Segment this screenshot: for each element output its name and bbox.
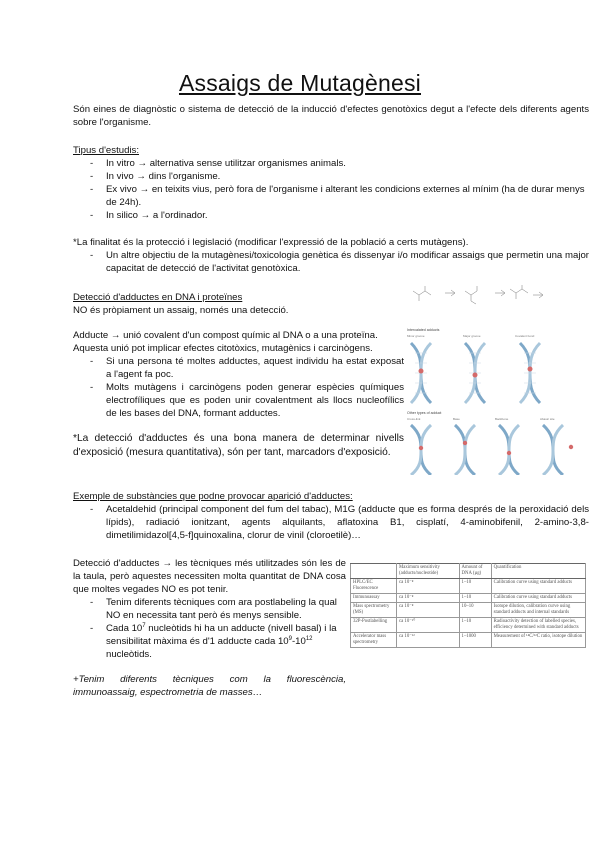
list-item: - In vivo → dins l'organisme. [73,170,589,183]
table-header-cell [351,564,397,579]
figure-label-mid: Other types of adduct [407,411,442,415]
figure-sub-3: Covalent bond [515,334,535,338]
adduct-marker [473,373,478,378]
table-header-row [351,564,586,579]
page-title: Assaigs de Mutagènesi [178,70,421,96]
table-cell: HPLC/EC Fluorescence [351,579,397,594]
table-cell: 1–1000 [459,633,491,648]
tipus-section [73,144,589,222]
table-cell: Measurement of ¹⁴C/¹²C ratio, isotope dilution [491,633,585,648]
figure-sub-2: Major groove [463,334,481,338]
figure-sub-1: Minor groove [407,334,425,338]
list-item: - Cada $10^7$ nucleòtids hi ha un adducte (nivell basal) i la sensibilitat màxima és d'1 adducte cada $10^9-10^{12}$ nucleòtids. [73,622,346,661]
table-row [351,603,586,618]
table-row [351,594,586,603]
adduct-marker [507,451,511,455]
table-header-cell: Quantification [491,564,585,579]
list-item: - Ex vivo → en teixits vius, però fora de l'organisme i alterant les condicions externes al mínim (ha de durar menys de 24h). [73,183,589,209]
figure-sub-6: Backbone [495,417,509,421]
tecniques-section [73,557,346,699]
finalitat-text: *La finalitat és la protecció i legislació (modificar l'expressió de la població a certs mutàgens). [73,237,469,248]
table-row [351,579,586,594]
list-item: - Tenim diferents tècniques com ara postlabeling la qual NO en necessita tant però és menys sensible. [73,596,346,622]
list-item: - Acetaldehid (principal component del fum del tabac), M1G (adducte que es forma després de la peroxidació dels lípids), radiació ionitzant, agents alquilants, aflatoxina B1, cisplatí, 4-aminobifenil, 2-amino-3,8-dimetilimidazol[4,5-f]quinoxalina, clorur de vinil (cloroetilè)… [73,503,589,542]
tecniques-intro: Detecció d'adductes → les tècniques més utilitzades són les de la taula, però aquestes necessiten molta quantitat de DNA cosa que moltes vegades NO es pot tenir. [73,558,346,595]
table-cell: ca 10⁻⁸ [396,603,459,618]
list-item: - Un altre objectiu de la mutagènesi/toxicologia genètica és dissenyar i/o modificar assaigs que permetin una major capacitat de detecció de l'activitat genotòxica. [73,249,589,275]
figure-sub-7: Abasic site [540,417,555,421]
dna-adducts-figure [405,283,585,475]
adduct-marker [419,369,424,374]
table-cell: Radioactivity detection of labelled species, efficiency determined with standard adducts [491,618,585,633]
table-cell: Isotope dilution, calibration curve using standard adducts and internal standards [491,603,585,618]
adduct-marker [463,441,467,445]
table-cell: ca 10⁻⁸ [396,579,459,594]
intro-paragraph: Són eines de diagnòstic o sistema de detecció de la inducció d'efectes genotòxics degut a l'efecte dels diferents agents sobre l'organisme. [73,104,589,128]
exemple-section [73,490,589,542]
tecniques-list [73,596,346,661]
table-row [351,618,586,633]
table-cell: 32P-Postlabelling [351,618,397,633]
exemple-list [73,503,589,542]
table-row [351,633,586,648]
tecniques-final: +Tenim diferents tècniques com la fluorescència, immunoassaig, espectrometria de masses… [73,674,346,698]
table-cell: ca 10⁻¹⁰ [396,618,459,633]
list-item: - Si una persona té moltes adductes, aquest individu ha estat exposat a l'agent fa poc. [73,355,404,381]
finalitat-list [73,249,589,275]
table-cell: 10–10 [459,603,491,618]
deteccio-section [73,291,404,460]
table-cell: Accelerator mass spectrometry [351,633,397,648]
table-cell: 1–10 [459,618,491,633]
adduct-marker [528,367,533,372]
figure-sub-5: Base [453,417,460,421]
table-cell: ca 10⁻¹² [396,633,459,648]
list-item: - In vitro → alternativa sense utilitzar organismes animals. [73,157,589,170]
list-item: - Molts mutàgens i carcinògens poden generar espècies químiques electrofíliques que es poden unir covalentment als llocs nucleofílics de les bases del DNA, formant adductes. [73,381,404,420]
adduct-methods-table [350,563,586,648]
adducte-definition: Adducte → unió covalent d'un compost químic al DNA o a una proteïna. Aquesta unió pot implicar efectes citotòxics, mutagènics i carcinògens. [73,330,378,354]
figure-label-top: Intercalated adducts [407,328,440,332]
adduct-marker [569,445,573,449]
finalitat-section [73,236,589,275]
dna-helix-row-2 [411,425,563,475]
deteccio-note: *La detecció d'adductes és una bona manera de determinar nivells d'exposició (mesura quantitativa), són per tant, marcadors d'exposició. [73,433,404,458]
adduct-marker [419,446,423,450]
table-cell: Immunoassay [351,594,397,603]
table-cell: Calibration curve using standard adducts [491,594,585,603]
table-cell: Mass spectrometry (MS) [351,603,397,618]
chemical-structures [413,285,543,304]
figure-sub-4: Cross-link [407,417,421,421]
deteccio-heading: Detecció d'adductes en DNA i proteïnes [73,292,243,303]
deteccio-list [73,355,404,420]
exemple-heading: Exemple de substàncies que podne provocar aparició d'adductes: [73,491,353,502]
table-header-cell: Maximum sensitivity (adducts/nucleotide) [396,564,459,579]
tipus-heading: Tipus d'estudis: [73,145,139,156]
table-cell: 1–10 [459,594,491,603]
table-cell: Calibration curve using standard adducts [491,579,585,594]
table-header-cell: Amount of DNA (µg) [459,564,491,579]
tipus-list [73,157,589,222]
table-cell: 1–10 [459,579,491,594]
list-item: - In silico → a l'ordinador. [73,209,589,222]
deteccio-line1: NO és pròpiament un assaig, només una detecció. [73,305,289,316]
table-cell: ca 10⁻⁸ [396,594,459,603]
